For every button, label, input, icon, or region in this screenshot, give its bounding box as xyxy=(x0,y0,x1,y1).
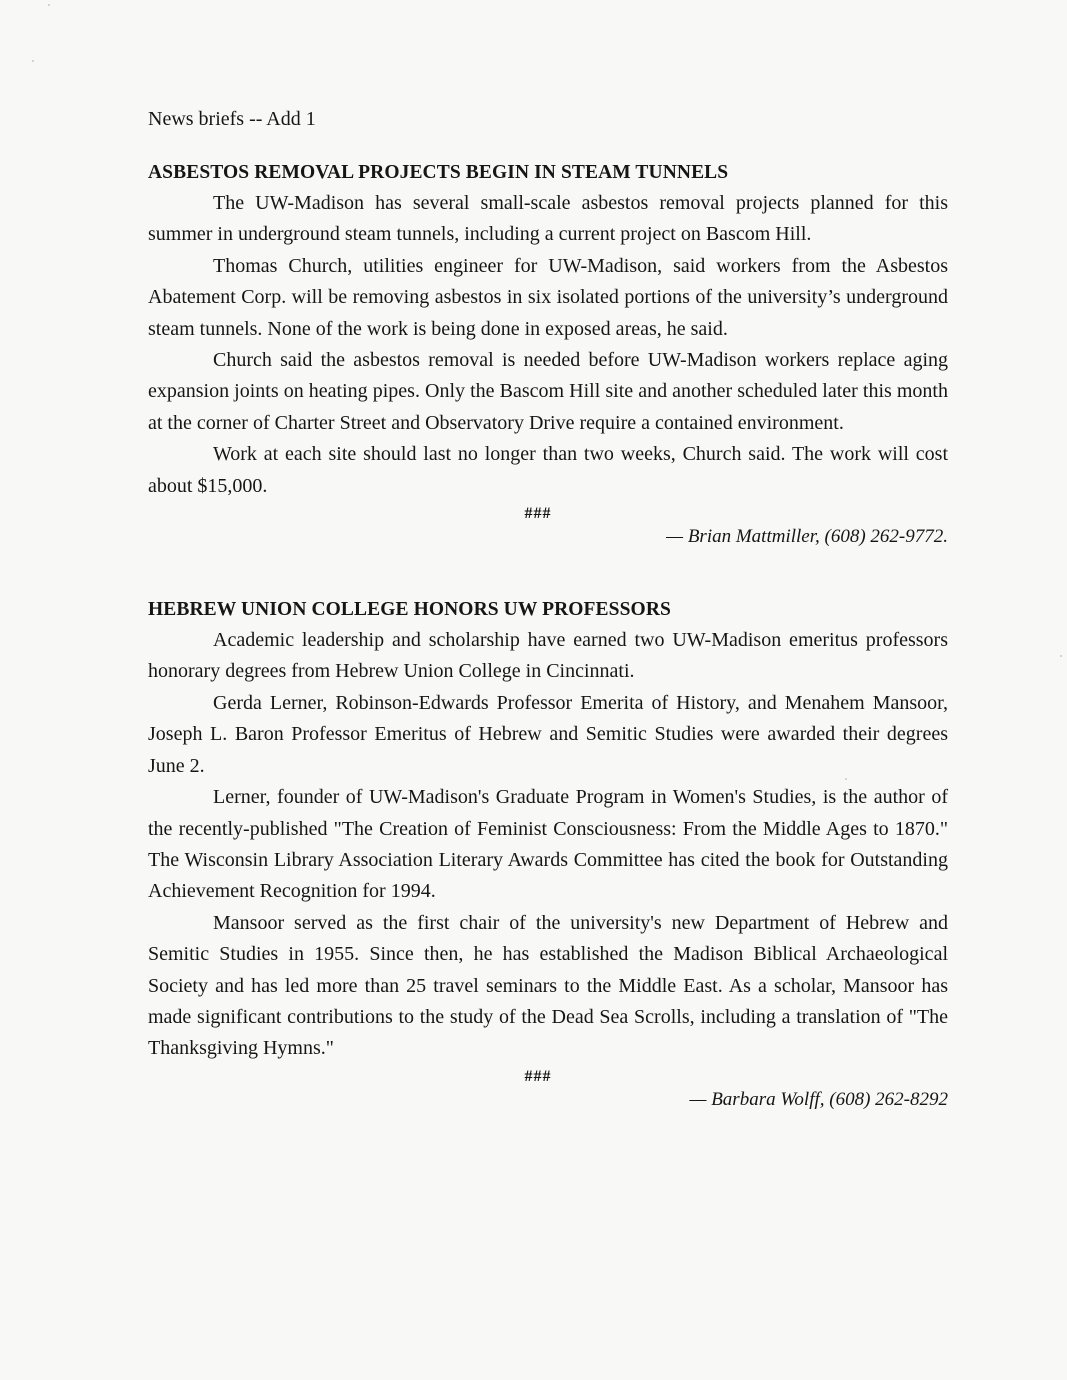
byline: — Barbara Wolff, (608) 262-8292 xyxy=(689,1088,948,1110)
article-paragraph: Lerner, founder of UW-Madison's Graduate Program in Women's Studies, is the author of the recently-published "The Creation of Feminist Consciousness: From the Middle Ages to 1870." The Wisconsin Library Association Literary Awards Committee has cited the book for Outstanding Achievement Recognition for 1994. xyxy=(148,786,948,903)
article-paragraph: The UW-Madison has several small-scale asbestos removal projects planned for this summer in underground steam tunnels, including a current project on Bascom Hill. xyxy=(148,192,948,246)
article-paragraph: Thomas Church, utilities engineer for UW-Madison, said workers from the Asbestos Abatement Corp. will be removing asbestos in six isolated portions of the university’s underground steam tunnels. None of the work is being done in exposed areas, he said. xyxy=(148,254,948,340)
article-paragraph: Mansoor served as the first chair of the university's new Department of Hebrew and Semitic Studies in 1955. Since then, he has established the Madison Biblical Archaeological Society and has led more than 25 travel seminars to the Middle East. As a scholar, Mansoor has made significant contributions to the study of the Dead Sea Scrolls, including a translation of "The Thanksgiving Hymns." xyxy=(148,911,948,1060)
article-asbestos xyxy=(148,157,948,550)
article-title: ASBESTOS REMOVAL PROJECTS BEGIN IN STEAM TUNNELS xyxy=(148,162,729,183)
section-gap xyxy=(148,550,948,594)
scan-speck xyxy=(32,60,34,62)
end-mark: ### xyxy=(524,1067,552,1085)
article-paragraph: Work at each site should last no longer than two weeks, Church said. The work will cost about $15,000. xyxy=(148,443,948,497)
document-page xyxy=(148,104,948,1113)
page-header: News briefs -- Add 1 xyxy=(148,108,316,130)
article-title: HEBREW UNION COLLEGE HONORS UW PROFESSORS xyxy=(148,599,671,621)
article-hebrew-union xyxy=(148,594,948,1113)
end-mark: ### xyxy=(524,505,552,523)
scan-speck xyxy=(1060,655,1062,657)
article-paragraph: Academic leadership and scholarship have earned two UW-Madison emeritus professors honorary degrees from Hebrew Union College in Cincinnati. xyxy=(148,629,948,683)
article-paragraph: Church said the asbestos removal is needed before UW-Madison workers replace aging expansion joints on heating pipes. Only the Bascom Hill site and another scheduled later this month at the corner of Charter Street and Observatory Drive require a contained environment. xyxy=(148,349,948,434)
scan-speck xyxy=(48,4,50,6)
article-paragraph: Gerda Lerner, Robinson-Edwards Professor Emerita of History, and Menahem Mansoor, Joseph L. Baron Professor Emeritus of Hebrew and Semitic Studies were awarded their degrees June 2. xyxy=(148,691,948,777)
byline: — Brian Mattmiller, (608) 262-9772. xyxy=(666,526,948,548)
